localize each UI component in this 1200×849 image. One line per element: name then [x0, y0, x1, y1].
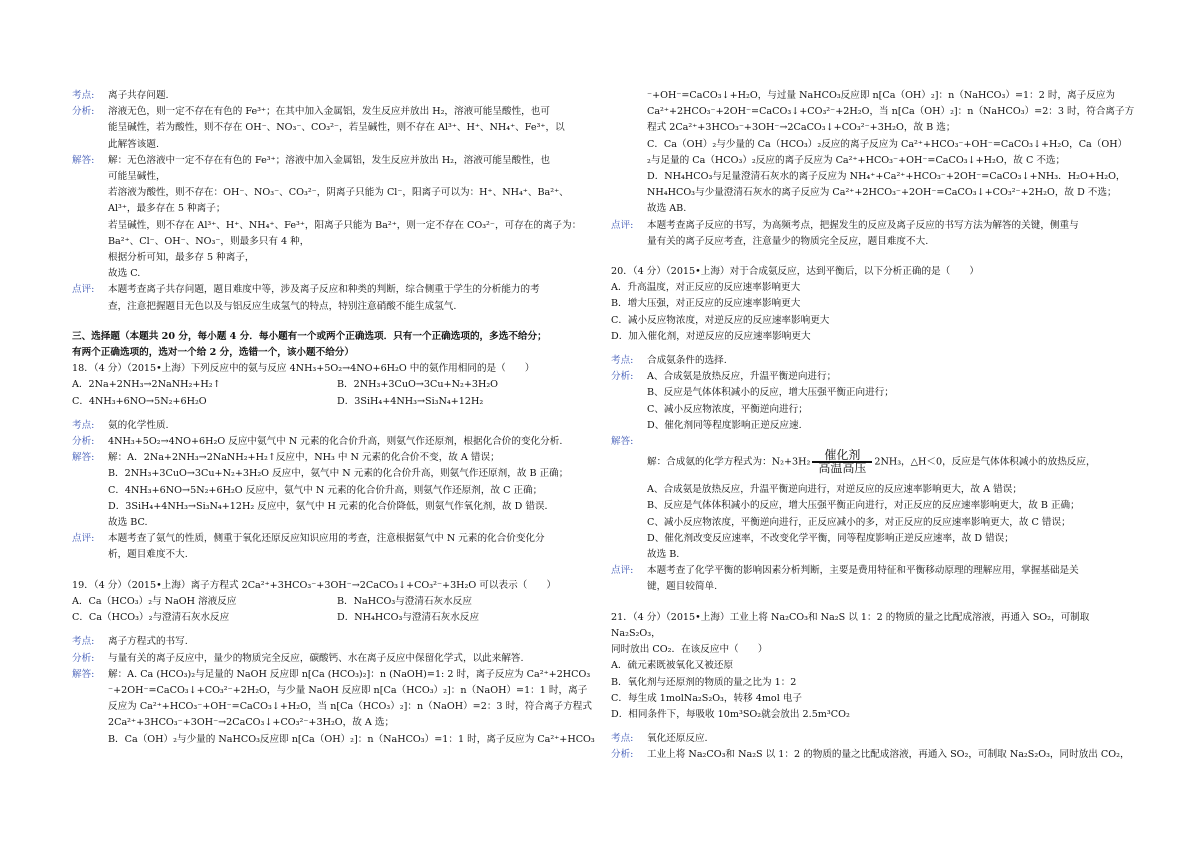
fenxi-line: B、反应是气体体积减小的反应，增大压强平衡正向进行；	[647, 387, 894, 399]
fenxi-line: 溶液无色，则一定不存在有色的 Fe³⁺；在其中加入金属铝，发生反应并放出 H₂，溶液可能呈酸性，也可	[108, 106, 550, 118]
q18-jieda	[72, 450, 602, 531]
jieda-line: 若呈碱性，则不存在 Al³⁺、H⁺、NH₄⁺、Fe³⁺，阳离子只能为 Ba²⁺，则一定不存在 CO₃²⁻，可存在的离子为：	[108, 219, 582, 231]
q19-fenxi	[72, 651, 602, 667]
option-d: D．NH₄HCO₃与澄清石灰水反应	[337, 612, 480, 624]
jieda-line: 若溶液为酸性，则不存在：OH⁻、NO₃⁻、CO₃²⁻，阴离子只能为 Cl⁻，阳离子可以为：H⁺、NH₄⁺、Ba²⁺、	[108, 187, 569, 199]
dianping-line: 本题考查了氨气的性质，侧重于氧化还原反应知识应用的考查，注意根据氨气中 N 元素的化合价变化分	[108, 533, 545, 545]
jieda-line: Ca²⁺+2HCO₃⁻+2OH⁻=CaCO₃↓+CO₃²⁻+2H₂O，当 n[Ca（OH）₂]：n（NaHCO₃）=2：3 时，符合离子方	[647, 106, 1135, 118]
q19-kaodian	[72, 634, 602, 650]
kaodian-text: 离子共存问题.	[108, 90, 169, 101]
question-21	[611, 610, 1141, 723]
dianping-line: 本题考查了化学平衡的影响因素分析判断，主要是费用特征和平衡移动原理的理解应用，掌握基础是关	[647, 565, 1079, 577]
fenxi-label: 分析:	[611, 749, 634, 761]
jieda-line: C、减小反应物浓度，平衡逆向进行，正反应减小的多，对正反应的反应速率影响更大，故 C 错误；	[647, 516, 1071, 528]
dianping-line: 键，题目较简单.	[647, 581, 718, 593]
jieda-line: 反应为 Ca²⁺+HCO₃⁻+OH⁻=CaCO₃↓+H₂O，当 n[Ca（HCO₃）₂]：n（NaOH）=2：3 时，符合离子方程式	[108, 701, 592, 713]
section-heading-line: 有两个正确选项的，选对一个给 2 分，选错一个，该小题不给分）	[72, 347, 354, 359]
q17-fenxi	[72, 104, 602, 153]
option-b: B．NaHCO₃与澄清石灰水反应	[337, 595, 472, 607]
jieda-label: 解答:	[72, 154, 95, 166]
jieda-line: 解：A. Ca (HCO₃)₂与足量的 NaOH 反应即 n[Ca (HCO₃)₂]：n (NaOH)=1: 2 时，离子反应为 Ca²⁺+2HCO₃	[108, 668, 591, 680]
fenxi-line: 4NH₃+5O₂→4NO+6H₂O 反应中氨气中 N 元素的化合价升高，则氨气作还原剂，根据化合价的变化分析.	[108, 436, 563, 448]
fenxi-label: 分析:	[72, 436, 95, 448]
dianping-line: 查，注意把握题目无色以及与铝反应生成氢气的特点，特别注意硝酸不能生成氢气.	[108, 300, 457, 312]
option-a: A．Ca（HCO₃）₂与 NaOH 溶液反应	[72, 595, 237, 607]
question-19	[72, 578, 602, 627]
q20-fenxi	[611, 369, 1141, 434]
q18-kaodian	[72, 418, 602, 434]
q17-dianping	[72, 282, 602, 314]
question-stem: 19．（4 分）（2015•上海）离子方程式 2Ca²⁺+3HCO₃⁻+3OH⁻→2CaCO₃↓+CO₃²⁻+3H₂O 可以表示（ ）	[72, 579, 557, 591]
q19-jieda-continued	[611, 88, 1141, 218]
kaodian-label: 考点:	[72, 419, 95, 431]
jieda-line: 程式 2Ca²⁺+3HCO₃⁻+3OH⁻→2CaCO₃↓+CO₃²⁻+3H₂O，故 B 选；	[647, 122, 956, 134]
dianping-label: 点评:	[611, 565, 634, 577]
jieda-line: C．Ca（OH）₂与少量的 Ca（HCO₃）₂反应的离子反应为 Ca²⁺+HCO₃⁻+OH⁻=CaCO₃↓+H₂O，Ca（OH）	[647, 138, 1128, 150]
jieda-line: B．2NH₃+3CuO→3Cu+N₂+3H₂O 反应中，氨气中 N 元素的化合价升高，则氨气作还原剂，故 B 正确；	[108, 468, 569, 480]
jieda-line: B、反应是气体体积减小的反应，增大压强平衡正向进行，对正反应的反应速率影响更大，故 B 正确；	[647, 500, 1080, 512]
jieda-line: 2Ca²⁺+3HCO₃⁻+3OH⁻→2CaCO₃↓+CO₃²⁻+3H₂O，故 A 选；	[108, 717, 395, 729]
option-c: C．每生成 1molNa₂S₂O₃，转移 4mol 电子	[611, 692, 803, 704]
jieda-label: 解答:	[611, 436, 634, 448]
section-heading-line: 三、选择题（本题共 20 分，每小题 4 分．每小题有一个或两个正确选项．只有一个正确选项的，多选不给分；	[72, 330, 547, 342]
option-c: C．Ca（HCO₃）₂与澄清石灰水反应	[72, 612, 230, 624]
dianping-label: 点评:	[72, 533, 95, 545]
fenxi-line: 工业上将 Na₂CO₃和 Na₂S 以 1：2 的物质的量之比配成溶液，再通入 SO₂，可制取 Na₂S₂O₃，同时放出 CO₂，	[647, 749, 1130, 761]
left-column	[72, 88, 602, 748]
jieda-line: 故选 C.	[108, 268, 141, 280]
jieda-line: ₂与足量的 Ca（HCO₃）₂反应的离子反应为 Ca²⁺+HCO₃⁻+OH⁻=CaCO₃↓+H₂O，故 C 不选；	[647, 154, 1066, 166]
q21-kaodian	[611, 731, 1141, 747]
option-c: C．4NH₃+6NO→5N₂+6H₂O	[72, 395, 207, 407]
equation-prefix: 解：合成氨的化学方程式为：N₂+3H₂	[647, 456, 811, 468]
jieda-line: ⁻+OH⁻=CaCO₃↓+H₂O，与过量 NaHCO₃反应即 n[Ca（OH）₂]：n（NaHCO₃）=1：2 时，离子反应为	[647, 90, 1116, 101]
kaodian-label: 考点:	[72, 636, 95, 648]
fenxi-line: A、合成氨是放热反应，升温平衡逆向进行；	[647, 371, 837, 383]
question-stem: 20．（4 分）（2015•上海）对于合成氨反应，达到平衡后，以下分析正确的是（ ）	[611, 266, 980, 278]
jieda-line: 根据分析可知，最多存 5 种离子，	[108, 252, 255, 264]
kaodian-text: 氨的化学性质.	[108, 419, 169, 431]
fenxi-label: 分析:	[611, 371, 634, 383]
dianping-line: 析，题目难度不大.	[108, 549, 188, 561]
jieda-line: C．4NH₃+6NO→5N₂+6H₂O 反应中，氨气中 N 元素的化合价升高，则氨气作还原剂，故 C 正确；	[108, 484, 543, 496]
option-a: A．硫元素既被氧化又被还原	[611, 660, 734, 672]
jieda-line: 解：A．2Na+2NH₃→2NaNH₂+H₂↑反应中，NH₃ 中 N 元素的化合价不变，故 A 错误；	[108, 452, 500, 464]
q20-jieda-body	[611, 482, 1141, 563]
option-d: D．相同条件下，每吸收 10m³SO₂就会放出 2.5m³CO₂	[611, 708, 850, 720]
q20-dianping	[611, 563, 1141, 595]
fenxi-label: 分析:	[72, 652, 95, 664]
catalyst-label: 催化剂	[812, 450, 872, 462]
q17-kaodian	[72, 88, 602, 104]
equation-suffix: 2NH₃，△H＜0，反应是气体体积减小的放热反应，	[874, 456, 1096, 468]
jieda-line: D．NH₄HCO₃与足量澄清石灰水的离子反应为 NH₄⁺+Ca²⁺+HCO₃⁻+2OH⁻=CaCO₃↓+NH₃．H₂O+H₂O，	[647, 171, 1126, 183]
q20-kaodian	[611, 353, 1141, 369]
right-column	[611, 88, 1141, 764]
kaodian-text: 氧化还原反应.	[647, 733, 708, 745]
jieda-line: NH₄HCO₃与少量澄清石灰水的离子反应为 Ca²⁺+2HCO₃⁻+2OH⁻=CaCO₃↓+CO₃²⁻+2H₂O，故 D 不选；	[647, 187, 1117, 199]
option-d: D．加入催化剂，对逆反应的反应速率影响更大	[611, 330, 811, 342]
jieda-label: 解答:	[72, 452, 95, 464]
kaodian-text: 合成氨条件的选择.	[647, 355, 727, 367]
option-d: D．3SiH₄+4NH₃→Si₃N₄+12H₂	[337, 395, 484, 407]
synthesis-equation	[611, 450, 1141, 474]
q21-fenxi	[611, 747, 1141, 763]
q19-dianping	[611, 218, 1141, 250]
option-b: B．增大压强，对正反应的反应速率影响更大	[611, 298, 801, 310]
jieda-line: ⁻+2OH⁻=CaCO₃↓+CO₃²⁻+2H₂O，与少量 NaOH 反应即 n[Ca（HCO₃）₂]：n（NaOH）=1：1 时，离子	[108, 684, 588, 696]
reaction-condition	[812, 450, 872, 474]
option-b: B．2NH₃+3CuO→3Cu+N₂+3H₂O	[337, 379, 499, 391]
question-stem: 21．（4 分）（2015•上海）工业上将 Na₂CO₃和 Na₂S 以 1：2 的物质的量之比配成溶液，再通入 SO₂，可制取 Na₂S₂O₃，	[611, 611, 1090, 639]
jieda-line: D、催化剂改变反应速率，不改变化学平衡，同等程度影响正逆反应速率，故 D 错误；	[647, 532, 1014, 544]
section-heading	[72, 329, 602, 361]
fenxi-label: 分析:	[72, 106, 95, 118]
option-a: A．2Na+2NH₃→2NaNH₂+H₂↑	[72, 379, 221, 391]
jieda-line: 可能呈碱性，	[108, 171, 166, 183]
jieda-line: Ba²⁺、Cl⁻、OH⁻、NO₃⁻，则最多只有 4 种，	[108, 235, 310, 247]
fenxi-line: D、催化剂同等程度影响正逆反应速.	[647, 419, 802, 431]
question-stem: 同时放出 CO₂．在该反应中（ ）	[611, 644, 768, 656]
jieda-line: 故选 B.	[647, 549, 680, 561]
fenxi-line: 此解答该题.	[108, 138, 160, 150]
kaodian-text: 离子方程式的书写.	[108, 636, 188, 648]
jieda-line: Al³⁺，最多存在 5 种离子；	[108, 203, 226, 215]
question-stem: 18．（4 分）（2015•上海）下列反应中的氨与反应 4NH₃+5O₂→4NO+6H₂O 中的氨作用相同的是（ ）	[72, 363, 535, 375]
jieda-label: 解答:	[72, 668, 95, 680]
kaodian-label: 考点:	[72, 90, 95, 101]
q18-dianping	[72, 531, 602, 563]
option-b: B．氧化剂与还原剂的物质的量之比为 1：2	[611, 676, 797, 688]
q18-fenxi	[72, 434, 602, 450]
jieda-line: 故选 BC.	[108, 517, 148, 529]
dianping-label: 点评:	[611, 219, 634, 231]
q19-jieda	[72, 667, 602, 748]
jieda-line: 故选 AB.	[647, 203, 687, 215]
dianping-line: 本题考查离子反应的书写，为高频考点，把握发生的反应及离子反应的书写方法为解答的关键，侧重与	[647, 219, 1079, 231]
fenxi-line: C、减小反应物浓度，平衡逆向进行；	[647, 403, 808, 415]
option-a: A．升高温度，对正反应的反应速率影响更大	[611, 282, 801, 294]
dianping-line: 量有关的离子反应考查，注意量少的物质完全反应，题目难度不大.	[647, 235, 929, 247]
question-18	[72, 361, 602, 410]
option-c: C．减小反应物浓度，对逆反应的反应速率影响更大	[611, 314, 830, 326]
jieda-line: 解：无色溶液中一定不存在有色的 Fe³⁺；溶液中加入金属铝，发生反应并放出 H₂，溶液可能呈酸性，也	[108, 154, 550, 166]
kaodian-label: 考点:	[611, 733, 634, 745]
fenxi-line: 与量有关的离子反应中，量少的物质完全反应，碳酸钙、水在离子反应中保留化学式，以此来解答.	[108, 652, 524, 664]
jieda-line: D．3SiH₄+4NH₃→Si₃N₄+12H₂ 反应中，氨气中 H 元素的化合价降低，则氨气作氧化剂，故 D 错误．	[108, 500, 555, 512]
dianping-label: 点评:	[72, 284, 95, 296]
kaodian-label: 考点:	[611, 355, 634, 367]
jieda-line: A、合成氨是放热反应，升温平衡逆向进行，对逆反应的反应速率影响更大，故 A 错误；	[647, 484, 1022, 496]
q20-jieda	[611, 434, 1141, 450]
q17-jieda	[72, 153, 602, 283]
question-20	[611, 264, 1141, 345]
jieda-line: B．Ca（OH）₂与少量的 NaHCO₃反应即 n[Ca（OH）₂]：n（NaHCO₃）=1：1 时，离子反应为 Ca²⁺+HCO₃	[108, 733, 595, 745]
condition-label: 高温高压	[812, 462, 872, 474]
dianping-line: 本题考查离子共存问题，题目难度中等，涉及离子反应和种类的判断，综合侧重于学生的分析能力的考	[108, 284, 540, 296]
fenxi-line: 能呈碱性，若为酸性，则不存在 OH⁻、NO₃⁻、CO₃²⁻，若呈碱性，则不存在 Al³⁺、H⁺、NH₄⁺、Fe³⁺，以	[108, 122, 565, 134]
